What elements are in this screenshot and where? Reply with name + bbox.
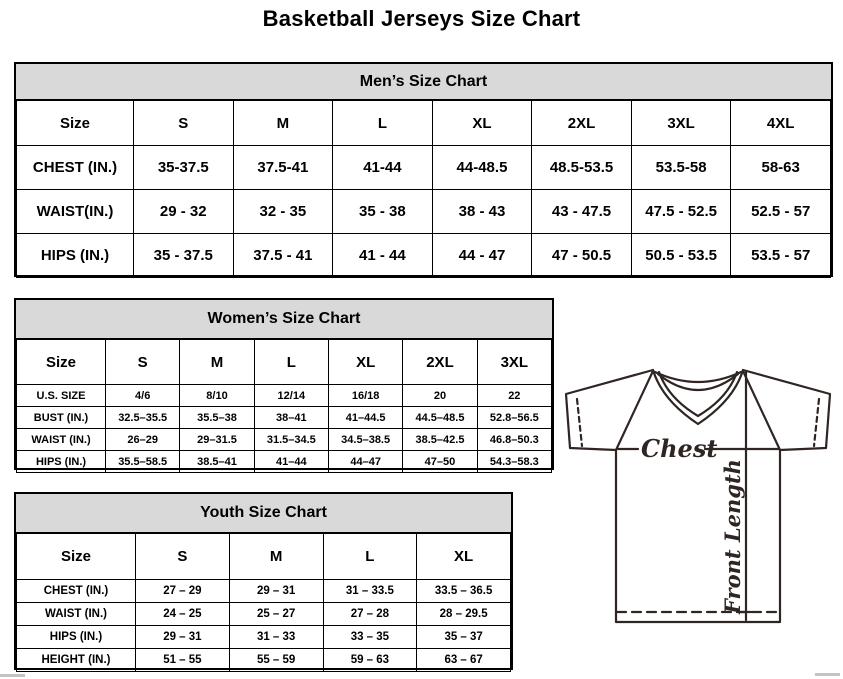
womens-data-row: [17, 407, 552, 429]
value-cell: 63 – 67: [417, 649, 511, 672]
value-cell: 26–29: [106, 429, 180, 451]
youth-col-header-l: L: [323, 534, 417, 580]
youth-data-row: [17, 580, 511, 603]
row-label: HIPS (IN.): [17, 626, 136, 649]
value-cell: 48.5-53.5: [532, 146, 632, 190]
mens-chart-title: Men’s Size Chart: [16, 64, 831, 100]
value-cell: 47.5 - 52.5: [631, 190, 731, 234]
value-cell: 35.5–58.5: [106, 451, 180, 473]
youth-column-header-row: [17, 534, 511, 580]
value-cell: 35 – 37: [417, 626, 511, 649]
womens-size-table: [16, 339, 552, 473]
value-cell: 35 - 38: [333, 190, 433, 234]
value-cell: 31.5–34.5: [254, 429, 328, 451]
value-cell: 54.3–58.3: [477, 451, 551, 473]
womens-chart-title: Women’s Size Chart: [16, 300, 552, 339]
chest-label: Chest: [641, 434, 718, 463]
value-cell: 16/18: [328, 385, 402, 407]
jersey-right-cuff-dashed: [814, 399, 819, 446]
youth-data-row: [17, 649, 511, 672]
value-cell: 52.8–56.5: [477, 407, 551, 429]
mens-col-header-s: S: [134, 101, 234, 146]
youth-col-header-m: M: [229, 534, 323, 580]
mens-col-header-4xl: 4XL: [731, 101, 831, 146]
row-label: HIPS (IN.): [17, 451, 106, 473]
value-cell: 34.5–38.5: [328, 429, 402, 451]
womens-data-row: [17, 451, 552, 473]
value-cell: 58-63: [731, 146, 831, 190]
womens-size-header-cell: Size: [17, 340, 106, 385]
womens-col-header-3xl: 3XL: [477, 340, 551, 385]
value-cell: 29 – 31: [229, 580, 323, 603]
mens-size-header-cell: Size: [17, 101, 134, 146]
value-cell: 8/10: [180, 385, 254, 407]
womens-col-header-xl: XL: [328, 340, 402, 385]
value-cell: 52.5 - 57: [731, 190, 831, 234]
screen-edge-artifact-left: [0, 674, 25, 677]
value-cell: 12/14: [254, 385, 328, 407]
value-cell: 46.8–50.3: [477, 429, 551, 451]
value-cell: 47 - 50.5: [532, 234, 632, 278]
womens-col-header-l: L: [254, 340, 328, 385]
row-label: HIPS (IN.): [17, 234, 134, 278]
youth-data-row: [17, 603, 511, 626]
value-cell: 33.5 – 36.5: [417, 580, 511, 603]
mens-size-chart-section: [14, 62, 833, 277]
value-cell: 44-48.5: [432, 146, 532, 190]
value-cell: 37.5 - 41: [233, 234, 333, 278]
front-length-label: Front Length: [720, 459, 745, 614]
row-label: BUST (IN.): [17, 407, 106, 429]
value-cell: 29 - 32: [134, 190, 234, 234]
jersey-left-cuff-dashed: [577, 399, 582, 446]
jersey-outline-drawing: [556, 362, 843, 630]
mens-col-header-m: M: [233, 101, 333, 146]
mens-col-header-xl: XL: [432, 101, 532, 146]
row-label: WAIST (IN.): [17, 603, 136, 626]
value-cell: 59 – 63: [323, 649, 417, 672]
row-label: CHEST (IN.): [17, 146, 134, 190]
mens-data-row: [17, 234, 831, 278]
value-cell: 44.5–48.5: [403, 407, 477, 429]
youth-size-table: [16, 533, 511, 672]
jersey-measurement-diagram: [556, 362, 843, 630]
row-label: CHEST (IN.): [17, 580, 136, 603]
value-cell: 24 – 25: [136, 603, 230, 626]
value-cell: 35-37.5: [134, 146, 234, 190]
value-cell: 31 – 33: [229, 626, 323, 649]
value-cell: 28 – 29.5: [417, 603, 511, 626]
womens-col-header-m: M: [180, 340, 254, 385]
value-cell: 25 – 27: [229, 603, 323, 626]
value-cell: 41-44: [333, 146, 433, 190]
youth-col-header-s: S: [136, 534, 230, 580]
womens-size-chart-section: [14, 298, 554, 470]
value-cell: 29–31.5: [180, 429, 254, 451]
youth-data-row: [17, 626, 511, 649]
youth-col-header-xl: XL: [417, 534, 511, 580]
value-cell: 29 – 31: [136, 626, 230, 649]
value-cell: 4/6: [106, 385, 180, 407]
value-cell: 20: [403, 385, 477, 407]
mens-size-table: [16, 100, 831, 278]
mens-column-header-row: [17, 101, 831, 146]
mens-data-row: [17, 190, 831, 234]
value-cell: 35.5–38: [180, 407, 254, 429]
value-cell: 35 - 37.5: [134, 234, 234, 278]
value-cell: 44 - 47: [432, 234, 532, 278]
value-cell: 51 – 55: [136, 649, 230, 672]
mens-data-row: [17, 146, 831, 190]
value-cell: 27 – 28: [323, 603, 417, 626]
youth-size-header-cell: Size: [17, 534, 136, 580]
value-cell: 53.5 - 57: [731, 234, 831, 278]
womens-col-header-2xl: 2XL: [403, 340, 477, 385]
value-cell: 38 - 43: [432, 190, 532, 234]
mens-col-header-l: L: [333, 101, 433, 146]
womens-data-row: [17, 385, 552, 407]
row-label: WAIST (IN.): [17, 429, 106, 451]
value-cell: 44–47: [328, 451, 402, 473]
mens-col-header-3xl: 3XL: [631, 101, 731, 146]
value-cell: 32.5–35.5: [106, 407, 180, 429]
value-cell: 41–44: [254, 451, 328, 473]
jersey-body-outline: [566, 370, 830, 622]
womens-data-row: [17, 429, 552, 451]
value-cell: 38.5–41: [180, 451, 254, 473]
value-cell: 33 – 35: [323, 626, 417, 649]
value-cell: 41 - 44: [333, 234, 433, 278]
value-cell: 38.5–42.5: [403, 429, 477, 451]
screen-edge-artifact-right: [815, 673, 840, 676]
mens-col-header-2xl: 2XL: [532, 101, 632, 146]
value-cell: 22: [477, 385, 551, 407]
womens-col-header-s: S: [106, 340, 180, 385]
value-cell: 50.5 - 53.5: [631, 234, 731, 278]
row-label: WAIST(IN.): [17, 190, 134, 234]
youth-size-chart-section: [14, 492, 513, 670]
value-cell: 55 – 59: [229, 649, 323, 672]
value-cell: 38–41: [254, 407, 328, 429]
womens-column-header-row: [17, 340, 552, 385]
value-cell: 32 - 35: [233, 190, 333, 234]
jersey-right-seam: [743, 371, 780, 450]
value-cell: 47–50: [403, 451, 477, 473]
row-label: U.S. SIZE: [17, 385, 106, 407]
youth-chart-title: Youth Size Chart: [16, 494, 511, 533]
row-label: HEIGHT (IN.): [17, 649, 136, 672]
value-cell: 43 - 47.5: [532, 190, 632, 234]
value-cell: 41–44.5: [328, 407, 402, 429]
value-cell: 53.5-58: [631, 146, 731, 190]
page-title: Basketball Jerseys Size Chart: [262, 6, 581, 31]
value-cell: 27 – 29: [136, 580, 230, 603]
value-cell: 37.5-41: [233, 146, 333, 190]
value-cell: 31 – 33.5: [323, 580, 417, 603]
